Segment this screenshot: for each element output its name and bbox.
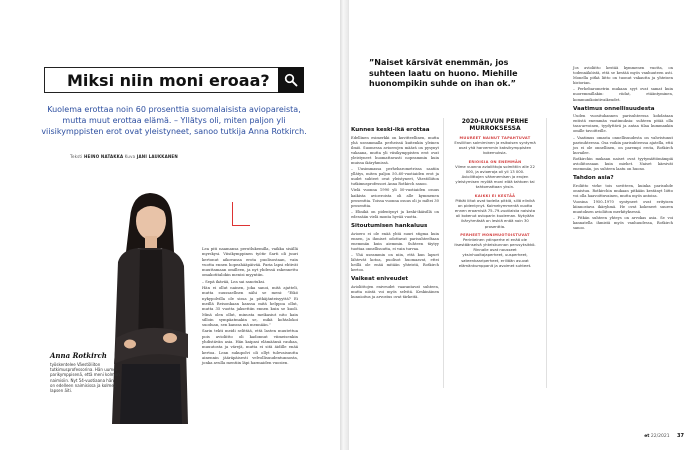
pull-quote: ”Naiset kärsivät enemmän, jos suhteen laatu on huono. Miehille huonompikin suhde on ihan ok.” <box>369 58 518 88</box>
subheading: Kunnes keski-ikä erottaa <box>351 127 430 133</box>
paragraph: Vuosina 1950–1970 syntyneet ovat erityisen kiinnostava ikäryhmä. He ovat kokeneet suuren muutoksen avioliiton merkityksessä. <box>573 199 673 215</box>
subheading: Sitoutumisen hankaluus <box>351 223 428 229</box>
fact-text: Pitkät liitot ovat todella pitkiä, sillä elinikä on pidentynyt. Kolmekymmentä vuotta ennen eroamisiä 75–79-vuotiaista naisista oli kokenut avioparin kuoleman. Nykyään ikäryhmästä on leskiä enää noin 30 prosenttia. <box>454 197 536 229</box>
subheading: Vaatimus onnellisuudesta <box>573 105 655 112</box>
credits-photo-prefix: Kuva <box>124 154 136 159</box>
fact-text: Ensiliiton solmiminen ja esikoisen syntymä ovat yhä harvemmin kaksikymppisten kokemuksia. <box>454 140 536 156</box>
search-icon <box>284 73 298 87</box>
paragraph: – Sepä ikävää, Lea sai sanotuksi. <box>202 278 266 284</box>
paragraph: Sarin tekti meidi selittää, että lasten muutettua pois avioliitto oli kadonnut viimeisenkin yhdistävän asia. Hän kaipasi elämäänsä rauhaa, muuutosta ja värejä, mutta ei sitä äidille enää kertoa. Lean sukupolvi oli ollyt tulevaisuutta ainennin jääräpäisesti velvollisuudentunnosta, jonka avulla mentiin läpi harmaiden vuosien. <box>202 328 298 366</box>
fact-item <box>444 233 546 268</box>
paragraph: Uuden vuosituhannen parisuhteessa kohdataan entistä enemmän vaatimuksia: suhteen pitää olla tasa-arvoinen, tyydyttävä ja antaa tilaa kummankin omille tavoitteille. <box>573 114 673 134</box>
fact-item <box>444 194 546 229</box>
body-column-c <box>573 66 673 233</box>
paragraph: Rotkirchin mukaan naiset ovat tyytymättömämpiä avioliitossaan kuin miehet. Naiset kärsivät enemmän, jos suhteen laatu on huono. <box>573 156 673 172</box>
paragraph: – Perhebarometrin mukaan syyt ovat samat kuin nuoremmillakin: riidat, etääntyminen, kommunikointivaikeudet. <box>573 87 673 102</box>
paragraph: – Pitkän suhteen yhteys on arvokas asia. Se voi kannatella ihmistä myös vanhuudessa, Rotkirch sanoo. <box>573 216 673 231</box>
article-lead: Kuolema erottaa noin 60 prosenttia suomalaisista aviopareista, mutta muut erottaa elämä. – Yllätys oli, miten paljon yli viisikymppisten erot ovat yleistyneet, sanoo tutkija Anna Rotkirch. <box>41 105 307 136</box>
paragraph: – Uusimmassa perhebarometrissa saatiin yllätys, miten paljon 50–60-vuotiaiden erot ja uudet suhteet ovat yleistyneet, Väestöliiton tutkimusprofessori Anna Rotkirch sanoo. <box>351 167 439 187</box>
subheading: Vaikeat eniveudet <box>351 276 409 283</box>
magazine-name: et <box>644 434 650 439</box>
fact-heading: KAIKKI EI KESTÄÄ <box>474 193 516 198</box>
right-page <box>348 0 696 450</box>
decorative-corner <box>232 202 250 226</box>
title-bar <box>44 67 304 93</box>
paragraph: – Elinikä on pidentynyt ja keski-ikäisillä on edessään vielä monta hyvää vuotta. <box>351 209 439 219</box>
paragraph: Edellinen esimerkki on kuvitteellinen, mutta yhä useammalla perheissä kuitenkin yleinen ilmiö. Suomessa avioerojen määrä on pysynyt vakaana, mutta yli viisikymppisten erot ovat yleistyneet huomattavasti nopeammin kuin muissa ikäryhmissä. <box>351 135 439 165</box>
paragraph: Jos avioliitto kestää kymmenen vuotta, on todennäköistä, että se kestää myös vanhuuteen asti. Monella pitkä liitto on tuonut vakautta ja yhteisen historian. <box>573 66 673 86</box>
credits-photographer: JANI LAUKKANEN <box>136 154 178 159</box>
subheading: Tahdon asia? <box>573 175 614 182</box>
fact-heading: MUUREET NAINUT TAPAHTUVAT <box>459 136 531 140</box>
factbox <box>443 118 547 388</box>
caption-name: Anna Rotkirch <box>50 351 107 360</box>
fact-item <box>444 160 546 190</box>
fact-text: Perinteinen ydinperhe ei enää ole itsestäänselvä yhteiskunnan perusyksikkö. Rinnalle ovat nousseet yksinhuoltajaperheet, uusperheet, sateenkaariperheet, eriliään asuvat elämänkumppanit ja avoimet suhteet. <box>454 236 536 268</box>
page-footer <box>644 433 684 439</box>
left-body-column <box>202 246 298 367</box>
page-number: 37 <box>677 433 684 439</box>
article-title: Miksi niin moni eroaa? <box>67 70 270 90</box>
paragraph: – Vaatimus omasta onnellisuudesta on vahvistunut parisuhteessa. Osa voikin parisuhteessa ajatella, että jos ei ole onnellinen, on parempi erota, Rotkirch kuvailee. <box>573 135 673 155</box>
paragraph: – Yhä useammin on niin, että kun lapset lähtevät kotoa, puolisot huomaavat, ettei heillä ole enää mitään yhteistä, Rotkirch kertoo. <box>351 252 439 273</box>
fact-heading: ERIOISIA ON ENEMMÄN <box>468 159 522 164</box>
paragraph: Avioliittojen eniveudet vaarantavat suhteen, mutta niistä voi myös selvitä. Keskinäinen kunnioitus ja arvostus ovat tärkeitä. <box>351 284 439 299</box>
factbox-title: 2020-LUVUN PERHE MURROKSESSA <box>461 118 529 132</box>
fact-text: Viime vuonna avioliittoja solmittiin alle 22 000, ja avioeroja oli yli 13 000. Avioliittojen vähenemisen ja erojen yleistymisen myötä moni elää tahtoen tai tahtomattaan yksin. <box>455 163 535 190</box>
fact-item <box>444 136 546 156</box>
credits-author: HEINO NATAKKA <box>84 154 124 159</box>
page-gutter <box>340 0 348 450</box>
body-column-a <box>351 124 439 301</box>
left-page <box>0 0 340 450</box>
fact-heading: PERHEET MONIMUOTOISTUVAT <box>460 232 530 237</box>
paragraph: Vielä vuonna 1990 yli 50-vuotiaiden osuus kaikista avioeroista oli alle kymmenen prosenttia. Toissa vuonna osuus oli jo miltei 30 prosenttia. <box>351 188 439 208</box>
search-button[interactable] <box>278 67 304 93</box>
photo-caption: työskentelee Väestöliiton tutkimusprofessorina. Hän uumoi parikymppisenä, että meni kolmen naimisiin. Nyt 54-vuotiaana hän on edelleen naimisissa ja kolmen lapsen äiti. <box>50 362 120 394</box>
credits <box>70 154 178 159</box>
portrait-photo <box>108 188 192 424</box>
issue-number: 22/2021 <box>650 434 670 439</box>
paragraph: Avioero ei ole enää yhtä suuri stigma kuin ennen, ja ihmiset odottavat parisuhteeltaan enemmän kuin aiemmin. Suhteen täytyy tuottaa onnellisuutta, ei vain turvaa. <box>351 231 439 251</box>
paragraph: Eroliitto virke tois sovitteen, kuinka parisuhde onnistuu. Rotkirchin mukaan pitkään kestänyt liitto voi olla haavoittuvainen, mutta myös antoisa. <box>573 183 673 198</box>
paragraph: Lea piti naamansa perutlukemilla, vaikka sisällä myrskysi. Viisikymppinen työtir Sarti oli juuri kertonut aikovansa erota puolisostaan, vain vuotta ennen hopeahääpäivää. Paria lapsi ehtivät muuttamaan omilleen, ja nyt yhdessä rakennettu omakotitalokin menisi myyntiin. <box>202 246 298 278</box>
credits-prefix: Teksti <box>70 154 83 159</box>
paragraph: Hän ei ollut nainen, joka sanoi, mitä ajatteli, mutta suussaellnen nähi se meni: ”Eikö nykypolvilla ole sissa ja pitkäjänteisyyttä? Ei meillä Reisonkaan kanssa mitä helppoa ollut, mutta 35 vuotta jaksettiin ennen kuin se kuoli. Minä olen ollut, minusta meikasiut nito kain silloin sympäatmakin se, mikä kohtalokoi suoduan, sen kanssa mä mennään.” <box>202 285 298 328</box>
